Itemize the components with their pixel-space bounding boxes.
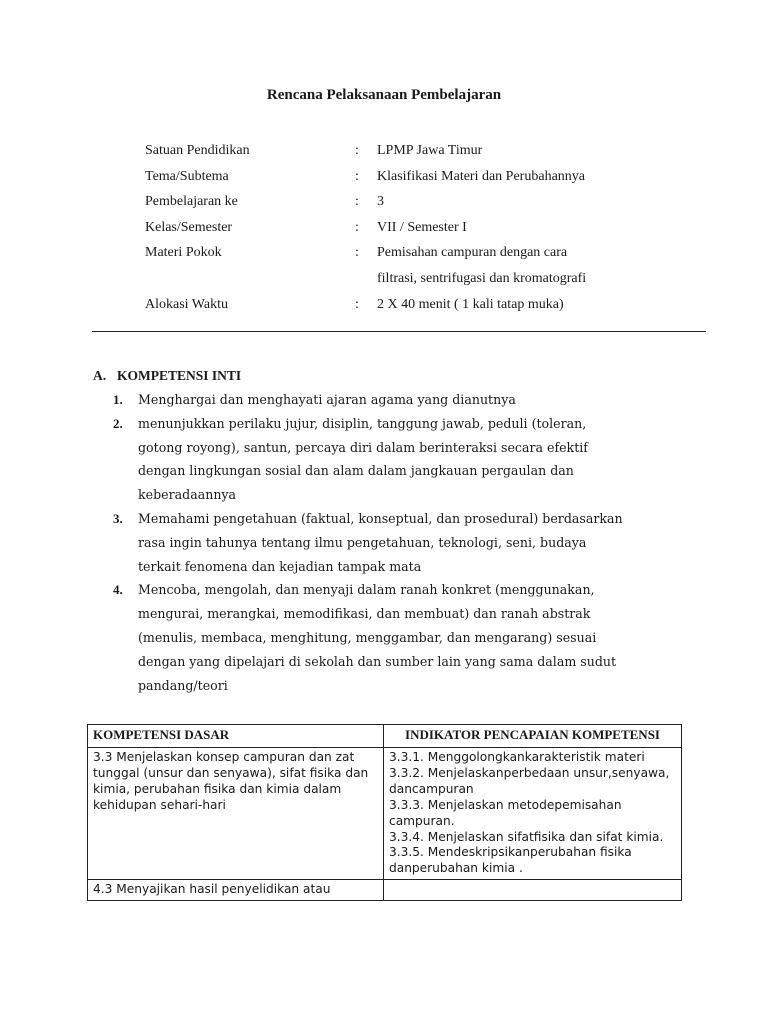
indicator-cell — [384, 880, 682, 901]
identity-value: 3 — [377, 194, 384, 210]
indicator-item: 3.3.4. Menjelaskan sifatfisika dan sifat kimia. — [389, 829, 664, 844]
identity-block — [145, 138, 685, 317]
indicator-item: 3.3.1. Menggolongkankarakteristik materi — [389, 750, 645, 764]
column-header-indikator: INDIKATOR PENCAPAIAN KOMPETENSI — [384, 725, 682, 748]
table-row — [88, 748, 682, 880]
identity-colon: : — [355, 143, 359, 158]
item-line: Memahami pengetahuan (faktual, konseptual, dan prosedural) berdasarkan — [138, 510, 623, 526]
item-text — [138, 388, 683, 412]
identity-row — [145, 240, 685, 266]
item-line: gotong royong), santun, percaya diri dalam berinteraksi secara efektif — [138, 439, 588, 455]
list-item — [113, 388, 683, 412]
identity-value: LPMP Jawa Timur — [377, 143, 483, 158]
item-line: mengurai, merangkai, memodifikasi, dan membuat) dan ranah abstrak — [138, 606, 591, 622]
kompetensi-inti-list — [113, 388, 683, 697]
indicator-item: 3.3.5. Mendeskripsikanperubahan fisika danperubahan kimia . — [389, 845, 632, 876]
kompetensi-table — [87, 724, 682, 901]
identity-label: Satuan Pendidikan — [145, 143, 250, 158]
item-line: menunjukkan perilaku jujur, disiplin, tanggung jawab, peduli (toleran, — [138, 415, 587, 431]
table-header-row — [88, 725, 682, 748]
kd-cell: 4.3 Menyajikan hasil penyelidikan atau — [88, 880, 384, 901]
identity-label — [145, 266, 355, 292]
identity-label: Materi Pokok — [145, 245, 222, 261]
item-text — [138, 412, 683, 507]
item-line: keberadaannya — [138, 487, 237, 503]
identity-value: Klasifikasi Materi dan Perubahannya — [377, 168, 585, 184]
indicator-item: 3.3.3. Menjelaskan metodepemisahan campuran. — [389, 797, 622, 828]
identity-row — [145, 215, 685, 241]
identity-label: Tema/Subtema — [145, 168, 229, 184]
indicator-cell — [384, 748, 682, 880]
list-item — [113, 578, 683, 697]
item-line: terkait fenomena dan kejadian tampak mata — [138, 558, 422, 574]
section-letter: A. — [93, 368, 107, 383]
identity-value: VII / Semester I — [377, 219, 467, 235]
identity-value: filtrasi, sentrifugasi dan kromatografi — [377, 270, 587, 286]
identity-row — [145, 189, 685, 215]
identity-colon: : — [355, 296, 359, 312]
identity-colon: : — [355, 245, 359, 261]
identity-label: Pembelajaran ke — [145, 194, 238, 210]
item-number: 3. — [113, 510, 123, 526]
item-line: dengan lingkungan sosial dan alam dalam jangkauan pergaulan dan — [138, 463, 574, 479]
list-item — [113, 507, 683, 578]
identity-value: Pemisahan campuran dengan cara — [377, 245, 568, 261]
item-line: Mencoba, mengolah, dan menyaji dalam ranah konkret (menggunakan, — [138, 582, 595, 598]
identity-row — [145, 164, 685, 190]
identity-colon — [355, 266, 377, 292]
identity-colon: : — [355, 219, 359, 235]
identity-label: Kelas/Semester — [145, 219, 233, 235]
item-line: dengan yang dipelajari di sekolah dan sumber lain yang sama dalam sudut — [138, 653, 617, 669]
identity-row — [145, 292, 685, 318]
identity-row — [145, 266, 685, 292]
column-header-kompetensi-dasar: KOMPETENSI DASAR — [88, 725, 384, 748]
item-number: 1. — [113, 392, 123, 407]
section-heading — [93, 368, 241, 384]
item-line: pandang/teori — [138, 677, 228, 693]
item-text — [138, 507, 683, 578]
document-title: Rencana Pelaksanaan Pembelajaran — [266, 87, 502, 103]
item-number: 4. — [113, 582, 123, 598]
item-line: Menghargai dan menghayati ajaran agama yang dianutnya — [138, 392, 516, 407]
list-item — [113, 412, 683, 507]
kd-cell: 3.3 Menjelaskan konsep campuran dan zat tunggal (unsur dan senyawa), sifat fisika dan kimia, perubahan fisika dan kimia dalam kehidupan sehari-hari — [88, 748, 384, 880]
section-title: KOMPETENSI INTI — [117, 368, 242, 383]
table-row — [88, 880, 682, 901]
identity-value: 2 X 40 menit ( 1 kali tatap muka) — [377, 296, 564, 312]
indicator-item: 3.3.2. Menjelaskanperbedaan unsur,senyawa, dancampuran — [389, 765, 670, 796]
identity-colon: : — [355, 168, 359, 184]
identity-row — [145, 138, 685, 164]
item-number: 2. — [113, 415, 123, 431]
item-line: (menulis, membaca, menghitung, menggambar, dan mengarang) sesuai — [138, 629, 597, 645]
item-line: rasa ingin tahunya tentang ilmu pengetahuan, teknologi, seni, budaya — [138, 534, 587, 550]
identity-colon: : — [355, 194, 359, 210]
horizontal-divider — [92, 331, 706, 332]
identity-label: Alokasi Waktu — [145, 296, 228, 312]
item-text — [138, 578, 683, 697]
